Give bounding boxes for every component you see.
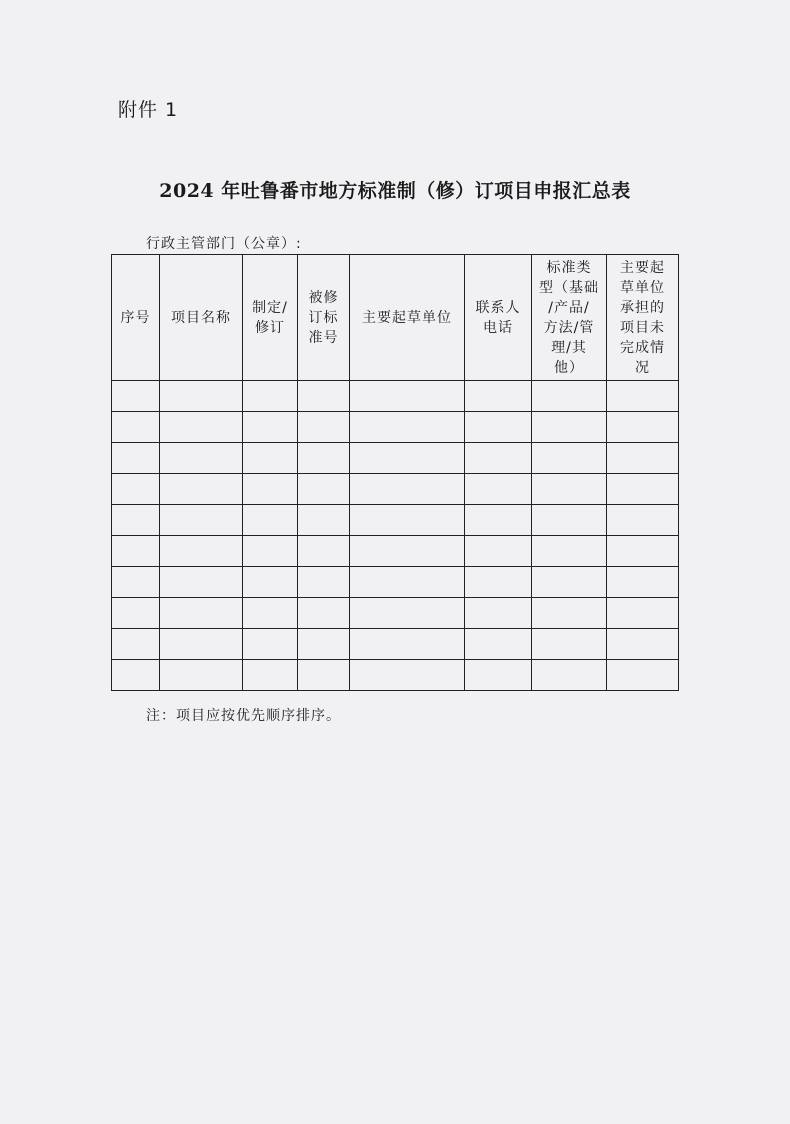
table-cell[interactable] — [532, 505, 607, 536]
table-cell[interactable] — [112, 598, 160, 629]
table-row — [112, 567, 679, 598]
table-cell[interactable] — [350, 660, 465, 691]
table-cell[interactable] — [607, 629, 679, 660]
table-row — [112, 443, 679, 474]
table-cell[interactable] — [160, 443, 243, 474]
table-row — [112, 412, 679, 443]
table-body — [112, 381, 679, 691]
table-cell[interactable] — [243, 381, 298, 412]
header-drafting-unit: 主要起草单位 — [350, 255, 465, 381]
table-cell[interactable] — [465, 474, 532, 505]
table-cell[interactable] — [465, 443, 532, 474]
table-row — [112, 598, 679, 629]
table-cell[interactable] — [160, 474, 243, 505]
table-cell[interactable] — [112, 412, 160, 443]
table-cell[interactable] — [298, 381, 350, 412]
header-contact-phone: 联系人 电话 — [465, 255, 532, 381]
table-cell[interactable] — [243, 412, 298, 443]
table-cell[interactable] — [607, 412, 679, 443]
header-serial-number: 序号 — [112, 255, 160, 381]
table-cell[interactable] — [160, 567, 243, 598]
table-cell[interactable] — [350, 443, 465, 474]
table-cell[interactable] — [350, 629, 465, 660]
table-cell[interactable] — [298, 505, 350, 536]
table-row — [112, 536, 679, 567]
table-cell[interactable] — [160, 598, 243, 629]
table-cell[interactable] — [532, 443, 607, 474]
table-cell[interactable] — [160, 629, 243, 660]
table-cell[interactable] — [298, 660, 350, 691]
header-project-name: 项目名称 — [160, 255, 243, 381]
table-cell[interactable] — [465, 381, 532, 412]
table-cell[interactable] — [607, 598, 679, 629]
table-cell[interactable] — [112, 381, 160, 412]
table-cell[interactable] — [243, 474, 298, 505]
table-cell[interactable] — [607, 443, 679, 474]
table-cell[interactable] — [465, 536, 532, 567]
table-cell[interactable] — [243, 567, 298, 598]
table-row — [112, 381, 679, 412]
table-cell[interactable] — [350, 474, 465, 505]
table-cell[interactable] — [112, 567, 160, 598]
table-cell[interactable] — [532, 381, 607, 412]
table-cell[interactable] — [243, 536, 298, 567]
table-cell[interactable] — [112, 629, 160, 660]
table-cell[interactable] — [243, 443, 298, 474]
table-cell[interactable] — [298, 443, 350, 474]
table-cell[interactable] — [298, 474, 350, 505]
table-cell[interactable] — [607, 660, 679, 691]
table-cell[interactable] — [112, 474, 160, 505]
table-cell[interactable] — [298, 536, 350, 567]
table-cell[interactable] — [465, 567, 532, 598]
table-cell[interactable] — [112, 660, 160, 691]
header-row — [112, 255, 679, 381]
header-unfinished-projects: 主要起 草单位 承担的 项目未 完成情 况 — [607, 255, 679, 381]
table-cell[interactable] — [532, 598, 607, 629]
table-cell[interactable] — [243, 598, 298, 629]
table-cell[interactable] — [465, 629, 532, 660]
table-cell[interactable] — [607, 505, 679, 536]
table-cell[interactable] — [160, 505, 243, 536]
table-row — [112, 629, 679, 660]
summary-table — [111, 254, 679, 691]
table-cell[interactable] — [607, 474, 679, 505]
table-cell[interactable] — [243, 505, 298, 536]
table-cell[interactable] — [465, 412, 532, 443]
table-cell[interactable] — [243, 629, 298, 660]
header-develop-revise: 制定/ 修订 — [243, 255, 298, 381]
table-cell[interactable] — [532, 536, 607, 567]
table-cell[interactable] — [298, 629, 350, 660]
header-standard-type: 标准类 型（基础 /产品/ 方法/管 理/其 他） — [532, 255, 607, 381]
document-title: 2024 年吐鲁番市地方标准制（修）订项目申报汇总表 — [159, 180, 631, 202]
table-cell[interactable] — [112, 505, 160, 536]
header-revised-standard-number: 被修 订标 准号 — [298, 255, 350, 381]
table-cell[interactable] — [532, 474, 607, 505]
table-cell[interactable] — [350, 505, 465, 536]
table-cell[interactable] — [350, 567, 465, 598]
table-cell[interactable] — [350, 381, 465, 412]
table-cell[interactable] — [465, 660, 532, 691]
table-cell[interactable] — [160, 381, 243, 412]
attachment-label: 附件 1 — [118, 99, 179, 121]
table-cell[interactable] — [298, 598, 350, 629]
table-cell[interactable] — [607, 567, 679, 598]
department-label: 行政主管部门（公章）: — [146, 236, 302, 252]
table-row — [112, 660, 679, 691]
table-cell[interactable] — [465, 505, 532, 536]
table-note: 注：项目应按优先顺序排序。 — [146, 708, 341, 724]
table-cell[interactable] — [350, 412, 465, 443]
table-cell[interactable] — [350, 598, 465, 629]
table-cell[interactable] — [112, 536, 160, 567]
table-cell[interactable] — [532, 567, 607, 598]
table-cell[interactable] — [160, 536, 243, 567]
table-row — [112, 474, 679, 505]
table-cell[interactable] — [350, 536, 465, 567]
table-cell[interactable] — [532, 412, 607, 443]
table-cell[interactable] — [112, 443, 160, 474]
table-cell[interactable] — [465, 598, 532, 629]
table-cell[interactable] — [298, 567, 350, 598]
table-row — [112, 505, 679, 536]
table-cell[interactable] — [607, 536, 679, 567]
table-cell[interactable] — [298, 412, 350, 443]
table-cell[interactable] — [160, 660, 243, 691]
table-cell[interactable] — [607, 381, 679, 412]
table-cell[interactable] — [532, 629, 607, 660]
table-cell[interactable] — [532, 660, 607, 691]
table-cell[interactable] — [243, 660, 298, 691]
table-cell[interactable] — [160, 412, 243, 443]
